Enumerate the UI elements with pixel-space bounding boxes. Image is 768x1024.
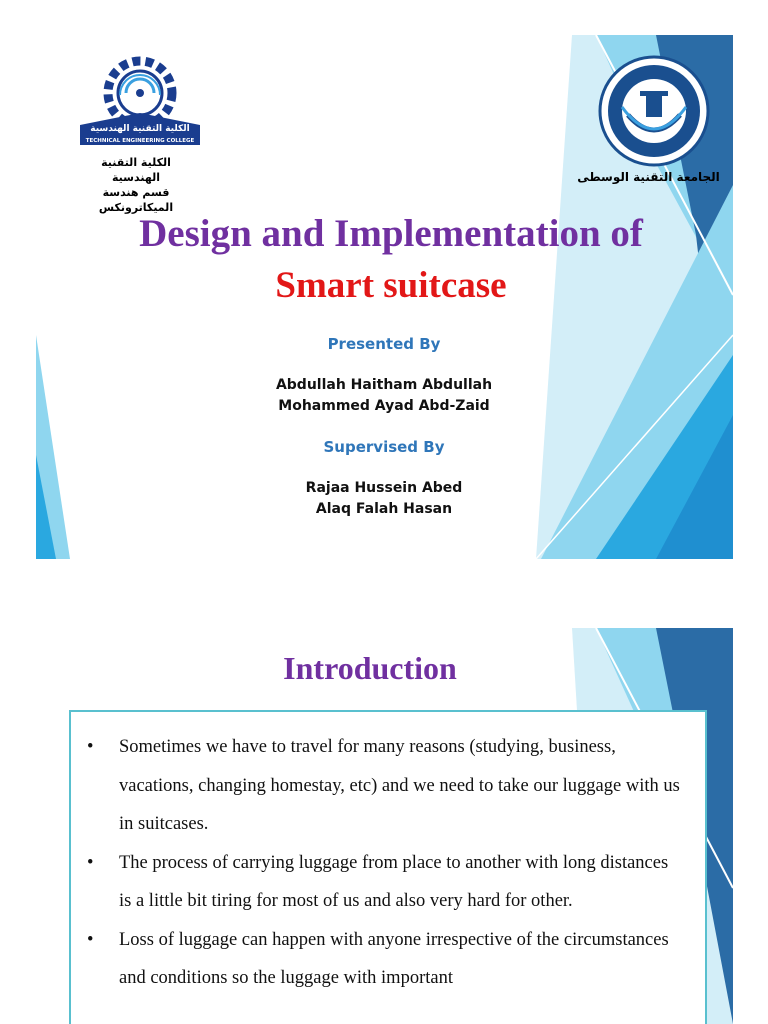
bullet-item: • The process of carrying luggage from place to another with long distances is a little bit tiring for most of us and also very hard for other. — [71, 844, 705, 921]
svg-text:TECHNICAL ENGINEERING COLLEGE: TECHNICAL ENGINEERING COLLEGE — [85, 138, 195, 144]
title-slide — [36, 35, 733, 559]
university-logo — [594, 55, 714, 167]
title-line-2: Smart suitcase — [275, 265, 507, 306]
introduction-slide — [36, 628, 733, 1024]
svg-text:الكلية التقنية الهندسية: الكلية التقنية الهندسية — [90, 124, 190, 134]
presenters-list — [36, 375, 732, 417]
supervisors-list — [36, 478, 732, 520]
introduction-title: Introduction — [283, 650, 457, 686]
supervisor-name: Alaq Falah Hasan — [315, 501, 453, 517]
supervisor-name: Rajaa Hussein Abed — [305, 480, 463, 496]
bullet-icon: • — [87, 929, 94, 950]
bullet-item: • Loss of luggage can happen with anyone irrespective of the circumstances and conditions so the luggage with important — [71, 921, 705, 998]
supervised-by-label: Supervised By — [323, 438, 445, 456]
college-name-arabic: الكلية التقنية الهندسية قسم هندسة الميكاترونكس — [76, 155, 196, 215]
presented-by-label: Presented By — [327, 335, 441, 353]
bullet-item: • Sometimes we have to travel for many reasons (studying, business, vacations, changing homestay, etc) and we need to take our luggage with us in suitcases. — [71, 728, 705, 844]
university-name-arabic: الجامعة التقنية الوسطى — [577, 170, 720, 184]
bullet-list — [71, 728, 705, 998]
bullet-icon: • — [87, 737, 94, 757]
title-line-1: Design and Implementation of — [139, 212, 643, 255]
college-logo — [76, 53, 204, 151]
bullet-icon: • — [87, 852, 94, 873]
department-name-arabic: قسم هندسة الميكاترونكس — [98, 186, 174, 214]
introduction-text-box — [69, 710, 707, 1024]
presenter-name: Abdullah Haitham Abdullah — [275, 377, 493, 393]
presenter-name: Mohammed Ayad Abd-Zaid — [278, 398, 490, 414]
